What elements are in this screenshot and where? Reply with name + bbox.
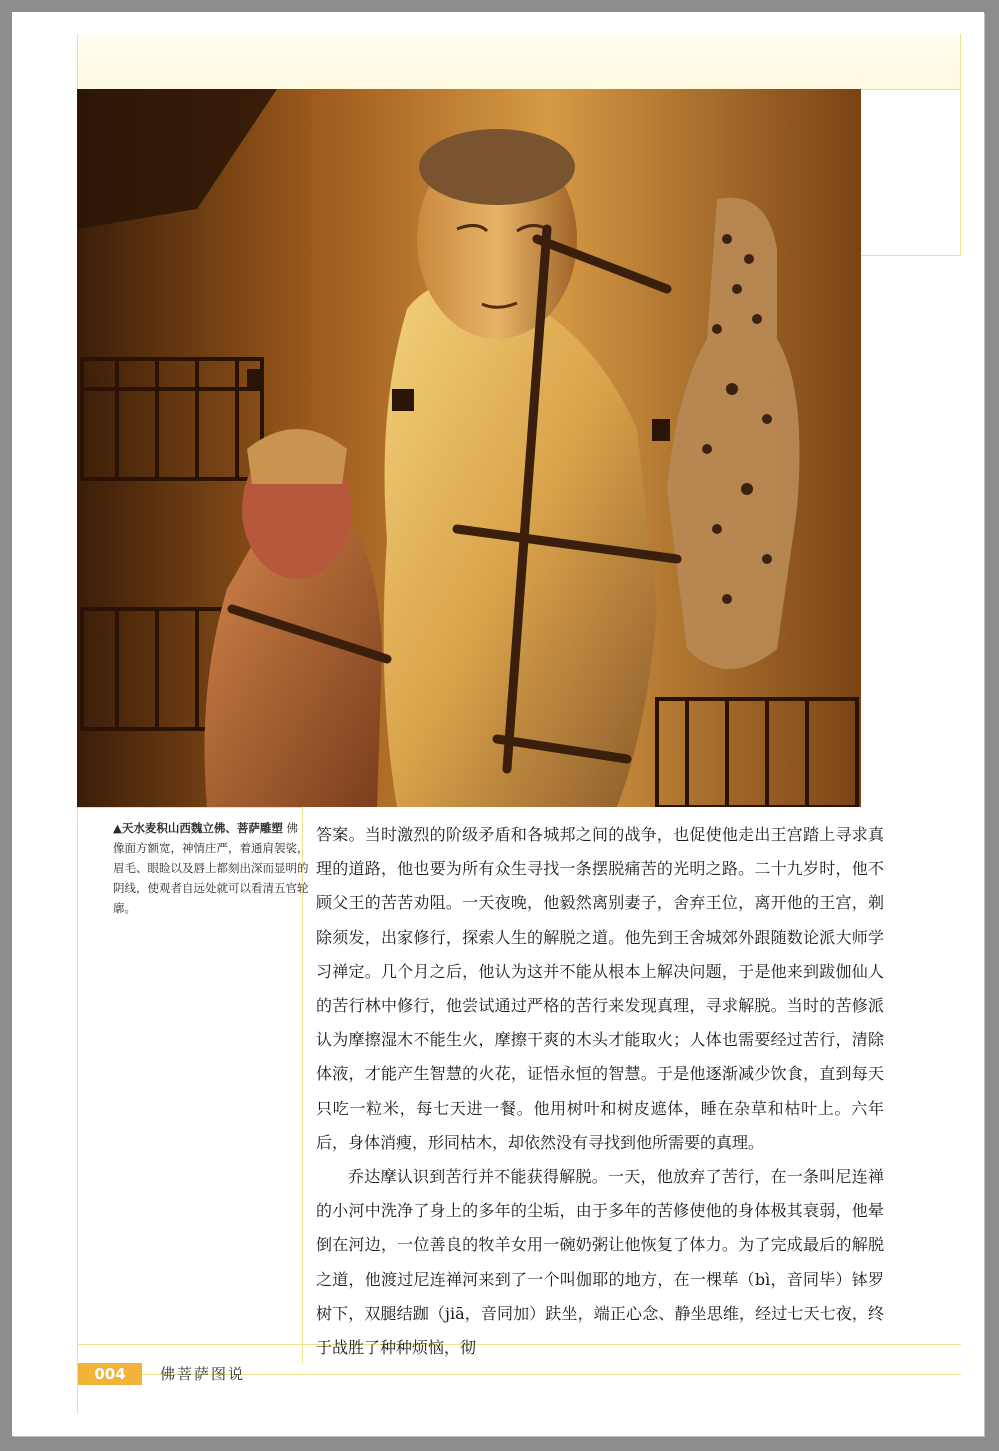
buddha-statue-photo-icon [77, 89, 861, 807]
page-number: 004 [78, 1363, 142, 1385]
caption-text: 佛像面方额宽，神情庄严，着通肩袈裟，眉毛、眼睑以及唇上都刻出深而显明的阴线，使观者自远处就可以看清五官轮廓。 [113, 821, 309, 915]
header-band [78, 34, 960, 90]
right-step-rule [861, 255, 961, 256]
caption-title: 天水麦积山西魏立佛、菩萨雕塑 [121, 821, 283, 835]
caption-top-rule [77, 807, 302, 808]
footer-line-rule [142, 1374, 961, 1375]
body-text [316, 818, 884, 1365]
caption-marker: ▲ [113, 821, 122, 835]
running-title: 佛菩萨图说 [160, 1365, 246, 1383]
buddha-statue-photo [77, 89, 861, 807]
photo-caption [113, 818, 309, 918]
right-upper-rule [960, 34, 961, 256]
book-page [12, 12, 984, 1436]
body-paragraph-1: 答案。当时激烈的阶级矛盾和各城邦之间的战争，也促使他走出王宫踏上寻求真理的道路，他也要为所有众生寻找一条摆脱痛苦的光明之路。二十九岁时，他不顾父王的苦苦劝阻。一天夜晚，他毅然离别妻子，舍弃王位，离开他的王宫，剃除须发，出家修行，探索人生的解脱之道。他先到王舍城郊外跟随数论派大师学习禅定。几个月之后，他认为这并不能从根本上解决问题，于是他来到跋伽仙人的苦行林中修行，他尝试通过严格的苦行来发现真理，寻求解脱。当时的苦修派认为摩擦湿木不能生火，摩擦干爽的木头才能取火；人体也需要经过苦行，清除体液，才能产生智慧的火花，证悟永恒的智慧。于是他逐渐减少饮食，直到每天只吃一粒米，每七天进一餐。他用树叶和树皮遮体，睡在杂草和枯叶上。六年后，身体消瘦，形同枯木，却依然没有寻找到他所需要的真理。 [316, 825, 884, 1152]
body-paragraph-2: 乔达摩认识到苦行并不能获得解脱。一天，他放弃了苦行，在一条叫尼连禅的小河中洗净了身上的多年的尘垢，由于多年的苦修使他的身体极其衰弱，他晕倒在河边，一位善良的牧羊女用一碗奶粥让他恢复了体力。为了完成最后的解脱之道，他渡过尼连禅河来到了一个叫伽耶的地方，在一棵荜（bì，音同毕）钵罗树下，双腿结跏（jiā，音同加）趺坐，端正心念、静坐思维，经过七天七夜，终于战胜了种种烦恼，彻 [316, 1167, 884, 1358]
